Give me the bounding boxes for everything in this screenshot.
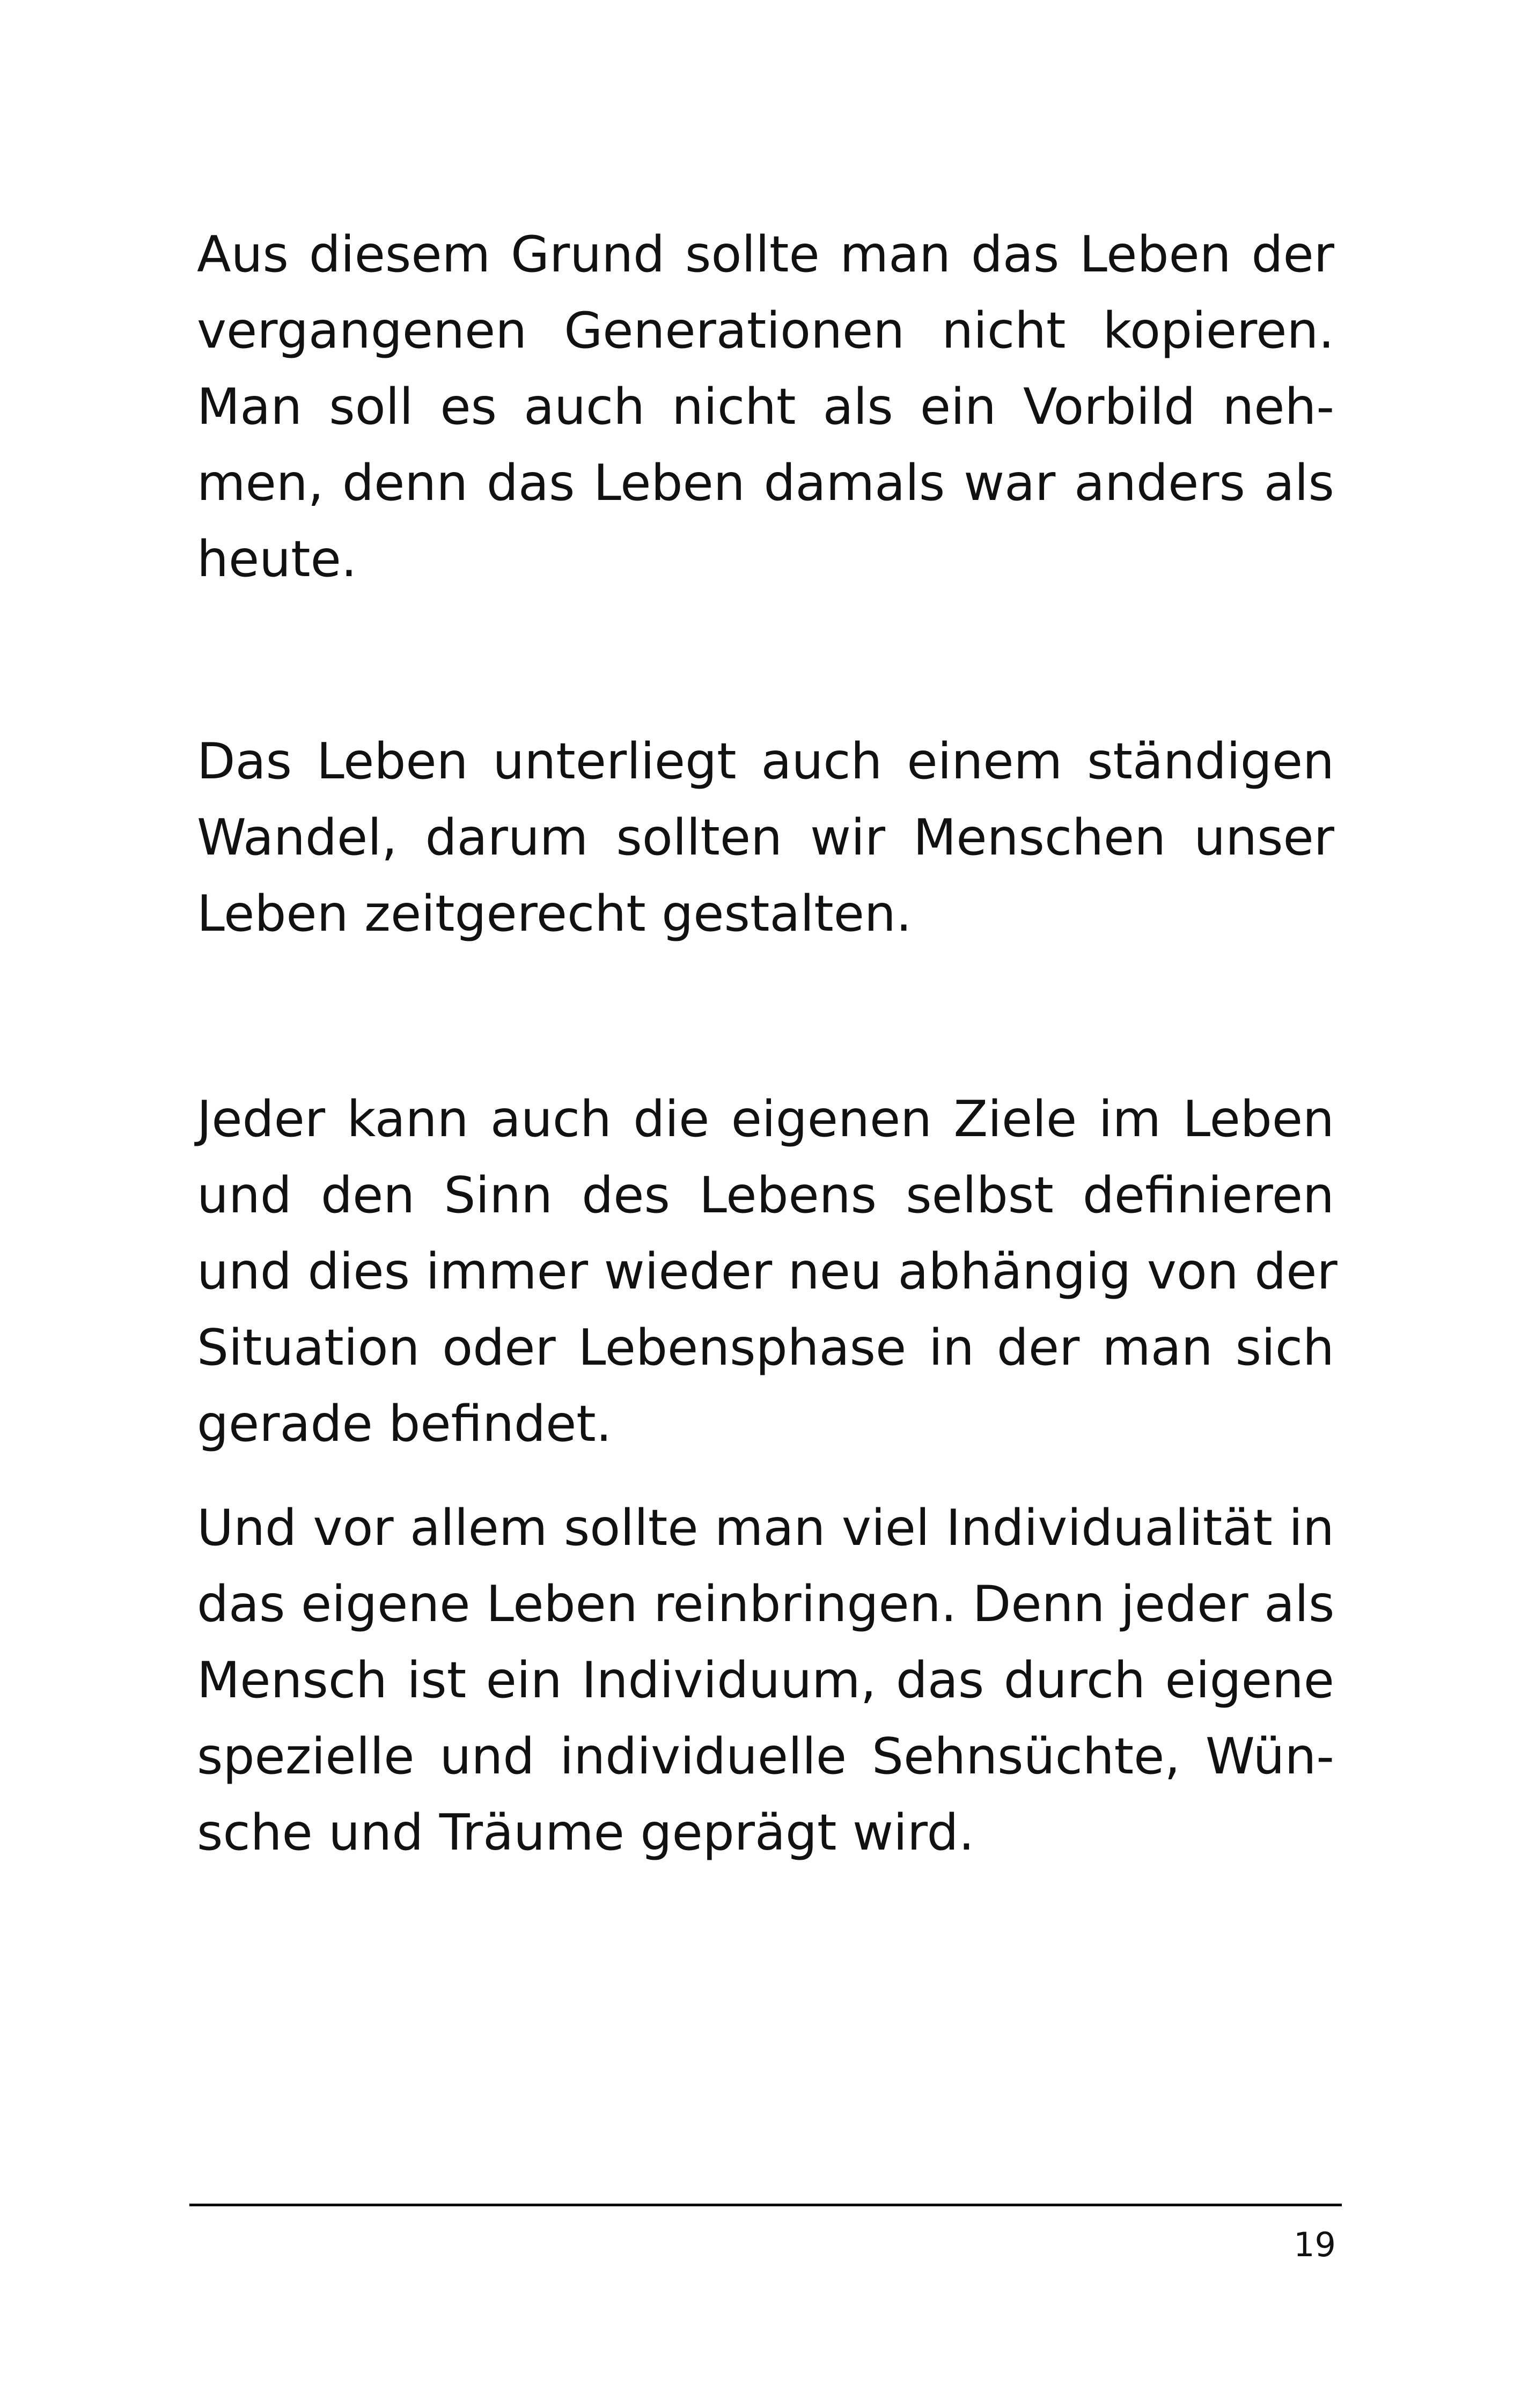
paragraph-2: [197, 723, 1334, 952]
text-line: Das Leben unterliegt auch einem ständigen: [197, 732, 1334, 790]
page-number: 19: [1294, 2225, 1336, 2264]
paragraph-1: [197, 216, 1334, 597]
text-line: Leben zeitgerecht gestalten.: [197, 885, 912, 942]
text-line: Und vor allem sollte man viel Individualität in: [197, 1499, 1334, 1557]
text-line: vergangenen Generationen nicht kopieren.: [197, 301, 1334, 359]
footer-divider: [189, 2204, 1342, 2206]
text-line: und dies immer wieder neu abhängig von der: [197, 1242, 1338, 1300]
text-line: Situation oder Lebensphase in der man sich: [197, 1319, 1334, 1376]
text-line: Aus diesem Grund sollte man das Leben der: [197, 225, 1334, 283]
text-line: sche und Träume geprägt wird.: [197, 1803, 975, 1861]
text-line: Wandel, darum sollten wir Menschen unser: [197, 808, 1334, 866]
text-line: heute.: [197, 530, 357, 588]
text-line: und den Sinn des Lebens selbst definieren: [197, 1166, 1334, 1224]
paragraph-3: [197, 1081, 1338, 1462]
paragraph-4: [197, 1490, 1334, 1871]
text-line: Mensch ist ein Individuum, das durch eigene: [197, 1651, 1334, 1709]
text-line: das eigene Leben reinbringen. Denn jeder als: [197, 1575, 1335, 1633]
text-line: gerade befindet.: [197, 1395, 612, 1453]
text-line: men, denn das Leben damals war anders als: [197, 454, 1334, 512]
text-line: spezielle und individuelle Sehnsüchte, Wün-: [197, 1727, 1334, 1785]
text-line: Man soll es auch nicht als ein Vorbild neh-: [197, 378, 1334, 436]
text-line: Jeder kann auch die eigenen Ziele im Leben: [197, 1090, 1334, 1148]
